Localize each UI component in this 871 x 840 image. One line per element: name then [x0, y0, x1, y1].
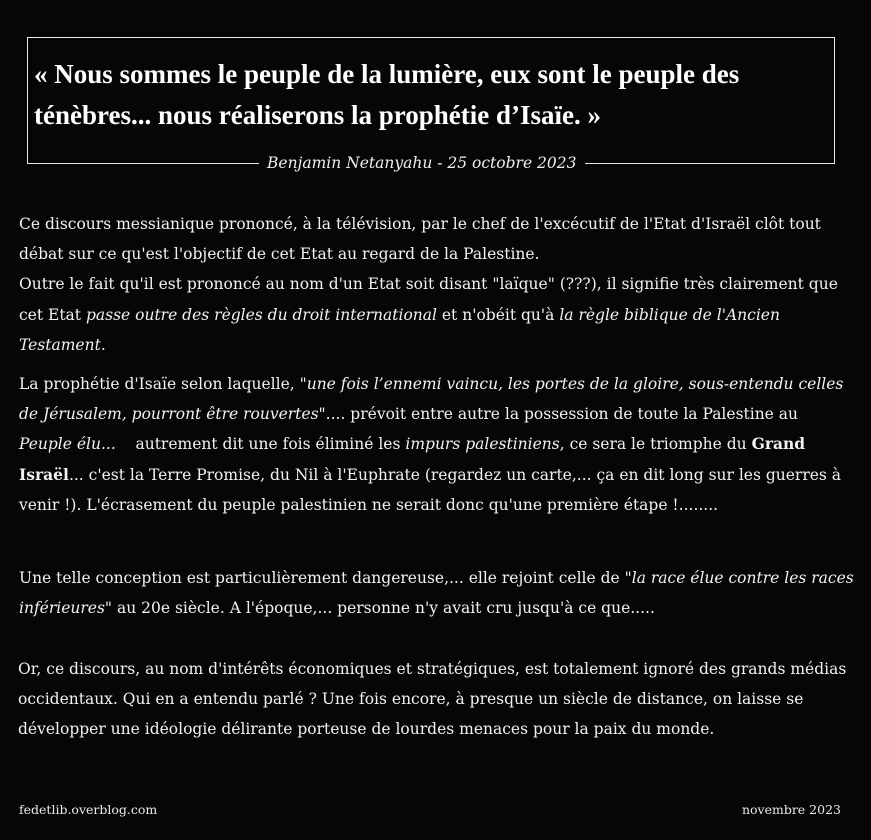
p2-text-b: ".... prévoit entre autre la possession de toute la Palestine au	[318, 405, 799, 424]
footer-site: fedetlib.overblog.com	[19, 802, 158, 817]
paragraph-2	[19, 369, 864, 520]
p2-italic-2: Peuple élu...	[19, 435, 116, 454]
p2-text-e: ... c'est la Terre Promise, du Nil à l'Euphrate (regardez un carte,... ça en dit long sur les guerres à venir !). L'écrasement du peuple palestinien ne serait donc qu'une première étape !........	[19, 465, 842, 514]
p1-italic-2: la règle biblique de l'Ancien Testament	[19, 305, 780, 354]
p3-text-a: Une telle conception est particulièrement dangereuse,... elle rejoint celle de "	[19, 569, 632, 587]
p2-text-c: autrement dit une fois éliminé les	[115, 435, 406, 454]
p1-italic-1: passe outre des règles du droit international	[85, 305, 437, 324]
p2-text-a: La prophétie d'Isaïe selon laquelle, "	[19, 375, 307, 393]
p2-italic-1: une fois l’ennemi vaincu, les portes de la gloire, sous-entendu celles de Jérusalem, pourront être rouvertes	[19, 375, 844, 424]
paragraph-4: Or, ce discours, au nom d'intérêts économiques et stratégiques, est totalement ignoré des grands médias occidentaux. Qui en a entendu parlé ? Une fois encore, à presque un siècle de distance, on laisse se développer une idéologie délirante porteuse de lourdes menaces pour la paix du monde.	[18, 660, 847, 739]
quote-attribution: Benjamin Netanyahu - 25 octobre 2023	[259, 152, 585, 174]
p3-italic-1: la race élue contre les races inférieures	[19, 569, 854, 618]
quote-text: « Nous sommes le peuple de la lumière, eux sont le peuple des ténèbres... nous réaliserons la prophétie d’Isaïe. »	[34, 59, 740, 130]
p1-text-1: Ce discours messianique prononcé, à la télévision, par le chef de l'excécutif de l'Etat d'Israël clôt tout débat sur ce qu'est l'objectif de cet Etat au regard de la Palestine.	[19, 215, 821, 264]
footer-date: novembre 2023	[741, 802, 841, 817]
p2-text-d: , ce sera le triomphe du	[559, 435, 752, 454]
p2-italic-3: impurs palestiniens	[405, 435, 560, 454]
p2-bold: Grand Israël	[19, 434, 806, 484]
paragraph-3	[19, 563, 864, 623]
p3-text-b: " au 20e siècle. A l'époque,... personne n'y avait cru jusqu'à ce que.....	[104, 599, 655, 618]
paragraph-1	[19, 209, 864, 360]
quote-box	[27, 37, 835, 164]
p1-text-4: .	[100, 335, 106, 354]
p1-text-3: et n'obéit qu'à	[436, 305, 560, 324]
p1-text-2: Outre le fait qu'il est prononcé au nom d'un Etat soit disant "laïque" (???), il signifie très clairement que cet Etat	[19, 275, 838, 324]
